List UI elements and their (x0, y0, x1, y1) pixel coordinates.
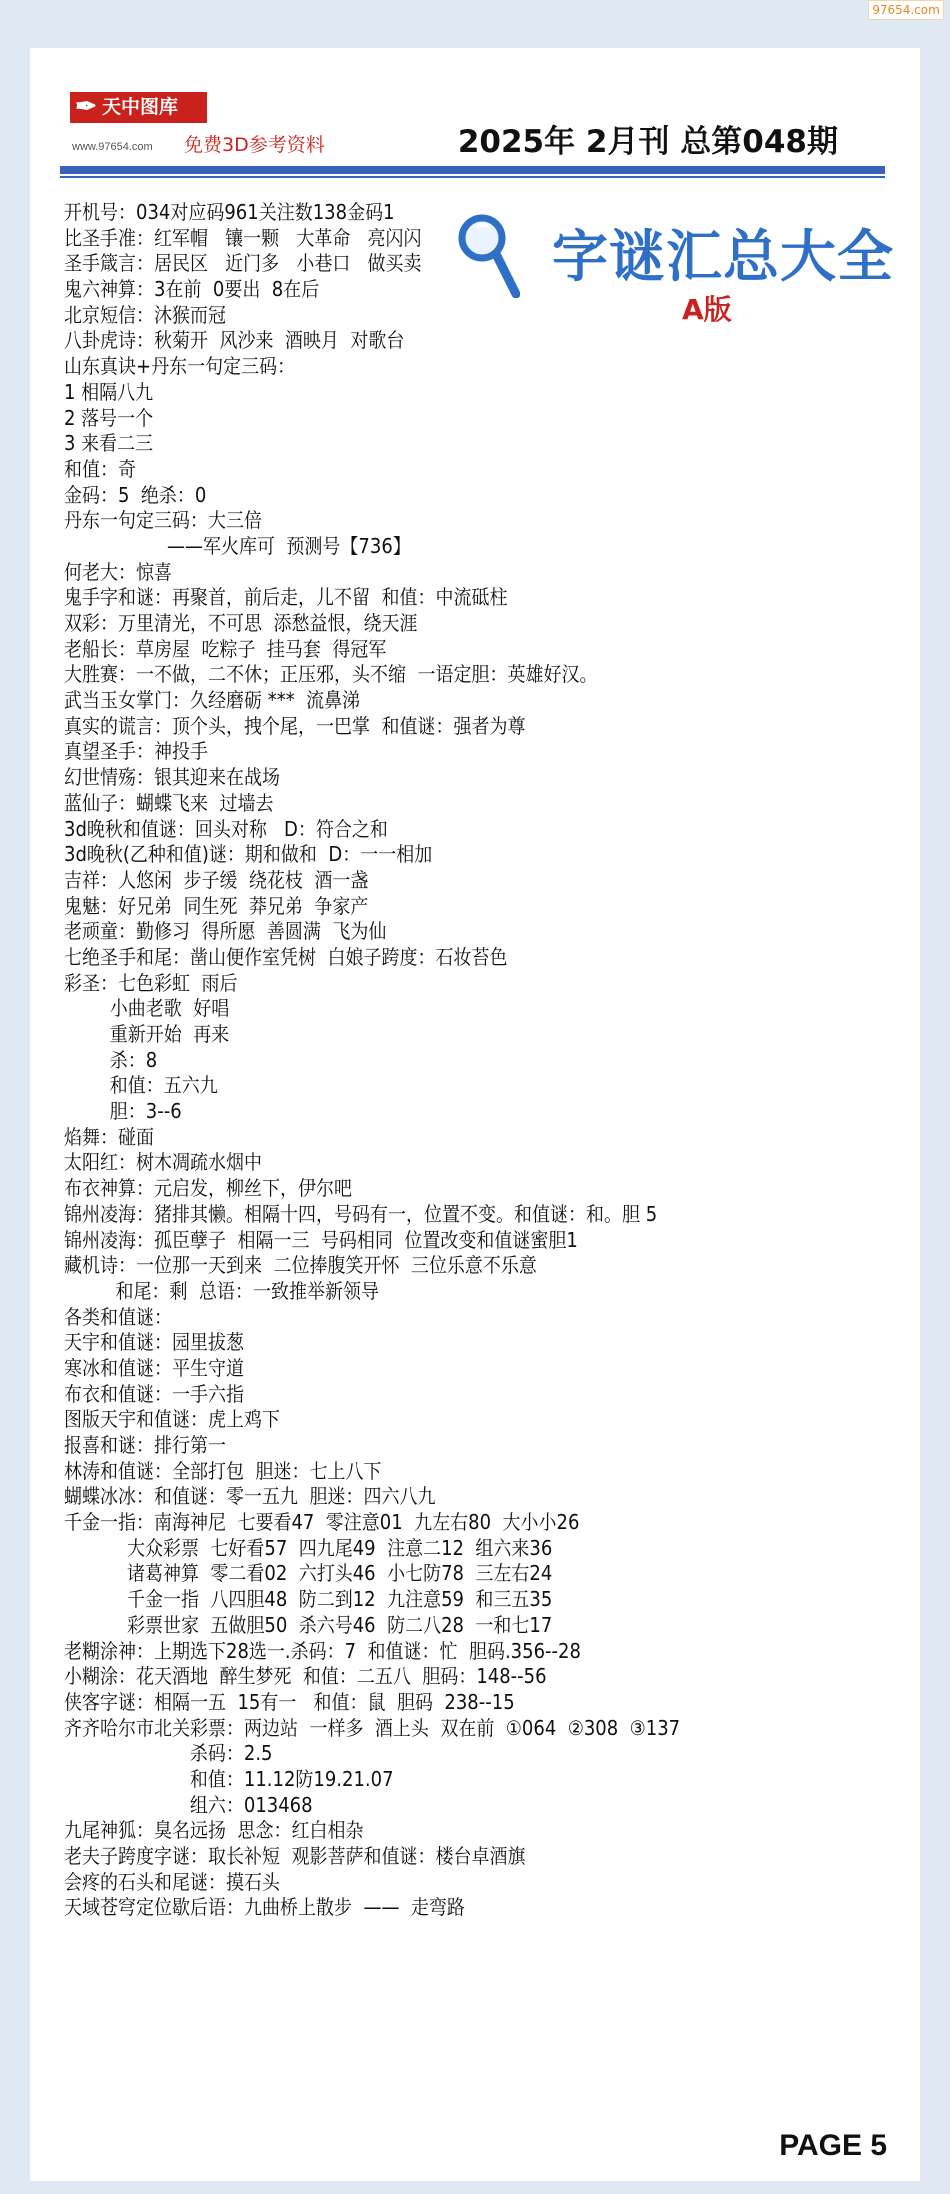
puzzle-line: 各类和值谜： (64, 1304, 172, 1329)
puzzle-line: 3 来看二三 (64, 431, 154, 456)
puzzle-line: 天域苍穹定位歇后语：九曲桥上散步 —— 走弯路 (64, 1895, 465, 1920)
puzzle-line: 北京短信：沐猴而冠 (64, 302, 226, 327)
puzzle-line: 老船长：草房屋 吃粽子 挂马套 得冠军 (64, 636, 387, 661)
puzzle-line: 焰舞：碰面 (64, 1124, 154, 1149)
puzzle-line: 八卦虎诗：秋菊开 风沙来 酒映月 对歌台 (64, 328, 405, 353)
puzzle-line: 真实的谎言：顶个头，拽个尾，一巴掌 和值谜：强者为尊 (64, 713, 526, 738)
puzzle-line: 林涛和值谜：全部打包 胆迷：七上八下 (64, 1458, 382, 1483)
puzzle-line: 彩票世家 五做胆50 杀六号46 防二八28 一和七17 (64, 1612, 553, 1637)
puzzle-line: 吉祥：人悠闲 步子缓 绕花枝 酒一盏 (64, 867, 369, 892)
puzzle-line: 藏机诗：一位那一天到来 二位捧腹笑开怀 三位乐意不乐意 (64, 1253, 537, 1278)
puzzle-line: 幻世情殇：银其迎来在战场 (64, 765, 280, 790)
puzzle-list (64, 200, 824, 1921)
puzzle-line: 开机号：034对应码961关注数138金码1 (64, 200, 395, 224)
puzzle-line: 金码：5 绝杀：0 (64, 482, 207, 507)
puzzle-line: 报喜和谜：排行第一 (64, 1433, 226, 1457)
puzzle-line: 小曲老歌 好唱 (64, 996, 230, 1021)
puzzle-line: 天宇和值谜：园里拔葱 (64, 1330, 244, 1355)
puzzle-line: 锦州凌海：孤臣孽子 相隔一三 号码相同 位置改变和值谜蜜胆1 (64, 1227, 578, 1252)
puzzle-line: 圣手箴言：居民区 近门多 小巷口 做买卖 (64, 251, 422, 276)
puzzle-line: ——军火库可 预测号【736】 (64, 533, 411, 558)
puzzle-line: 太阳红：树木凋疏水烟中 (64, 1150, 262, 1175)
puzzle-line: 鬼手字和谜：再聚首，前后走，儿不留 和值：中流砥柱 (64, 585, 508, 610)
page-sheet (30, 48, 920, 2181)
puzzle-line: 2 落号一个 (64, 405, 154, 430)
edition-label: A版 (682, 293, 732, 326)
puzzle-line: 七绝圣手和尾：凿山便作室凭树 白娘子跨度：石妆苔色 (64, 944, 508, 969)
puzzle-line: 大众彩票 七好看57 四九尾49 注意二12 组六来36 (64, 1535, 553, 1560)
puzzle-line: 会疼的石头和尾谜：摸石头 (64, 1869, 280, 1894)
puzzle-line: 诸葛神算 零二看02 六打头46 小七防78 三左右24 (64, 1561, 553, 1586)
page-number: PAGE 5 (779, 2129, 887, 2162)
puzzle-line: 老糊涂神：上期选下28选一.杀码：7 和值谜：忙 胆码.356--28 (64, 1638, 581, 1663)
puzzle-line: 和值：11.12防19.21.07 (64, 1766, 394, 1791)
puzzle-line: 武当玉女掌门：久经磨砺 *** 流鼻涕 (64, 688, 361, 713)
puzzle-line: 杀码：2.5 (64, 1741, 273, 1766)
puzzle-line: 3d晚秋(乙种和值)谜：期和做和 D：一一相加 (64, 842, 433, 867)
puzzle-line: 布衣和值谜：一手六指 (64, 1381, 244, 1406)
logo-url: www.97654.com (72, 141, 153, 153)
issue-number: 2025年 2月刊 总第048期 (457, 124, 838, 160)
puzzle-line: 蓝仙子：蝴蝶飞来 过墙去 (64, 790, 274, 815)
puzzle-line: 彩圣：七色彩虹 雨后 (64, 970, 238, 995)
puzzle-line: 布衣神算：元启发，柳丝下，伊尔吧 (64, 1176, 352, 1201)
puzzle-line: 千金一指：南海神尼 七要看47 零注意01 九左右80 大小小26 (64, 1510, 580, 1535)
puzzle-line: 小糊涂：花天酒地 醉生梦死 和值：二五八 胆码：148--56 (64, 1664, 547, 1689)
puzzle-line: 鬼魅：好兄弟 同生死 莽兄弟 争家产 (64, 893, 369, 918)
puzzle-line: 锦州凌海：猪排其懒。相隔十四，号码有一，位置不变。和值谜：和。胆 5 (64, 1201, 658, 1226)
tagline: 免费3D参考资料 (184, 134, 325, 156)
puzzle-line: 老夫子跨度字谜：取长补短 观影菩萨和值谜：楼台卓酒旗 (64, 1844, 526, 1868)
puzzle-line: 3d晚秋和值谜：回头对称 D：符合之和 (64, 816, 388, 841)
logo-name: 天中图库 (102, 96, 179, 118)
puzzle-line: 寒冰和值谜：平生守道 (64, 1355, 244, 1380)
puzzle-line: 老顽童：勤修习 得所愿 善圆满 飞为仙 (64, 919, 387, 944)
puzzle-line: 比圣手准：红军帽 镶一颗 大革命 亮闪闪 (64, 225, 422, 250)
puzzle-line: 大胜赛：一不做，二不休；正压邪，头不缩 一语定胆：英雄好汉。 (64, 662, 598, 687)
puzzle-line: 齐齐哈尔市北关彩票：两边站 一样多 酒上头 双在前 ①064 ②308 ③137 (64, 1715, 681, 1740)
puzzle-line: 真望圣手：神投手 (64, 739, 208, 764)
header-rule-thin (60, 176, 885, 178)
site-watermark: 97654.com (868, 0, 944, 20)
puzzle-line: 和值：奇 (64, 456, 136, 481)
puzzle-line: 何老大：惊喜 (64, 559, 172, 584)
puzzle-line: 1 相隔八九 (64, 379, 154, 404)
site-logo[interactable] (70, 92, 207, 123)
puzzle-line: 丹东一句定三码：大三倍 (64, 508, 262, 533)
puzzle-line: 鬼六神算：3在前 0要出 8在后 (64, 277, 320, 302)
puzzle-line: 侠客字谜：相隔一五 15有一 和值：鼠 胆码 238--15 (64, 1689, 515, 1714)
puzzle-line: 胆：3--6 (64, 1099, 182, 1124)
puzzle-line: 蝴蝶冰冰：和值谜：零一五九 胆迷：四六八九 (64, 1484, 436, 1509)
puzzle-line: 九尾神狐：臭名远扬 思念：红白相杂 (64, 1818, 364, 1843)
puzzle-line: 千金一指 八四胆48 防二到12 九注意59 和三五35 (64, 1587, 553, 1612)
page-title: 字谜汇总大全 (552, 225, 894, 290)
puzzle-line: 山东真诀+丹东一句定三码： (64, 354, 296, 379)
puzzle-line: 杀：8 (64, 1047, 158, 1072)
puzzle-line: 图版天宇和值谜：虎上鸡下 (64, 1407, 280, 1432)
puzzle-line: 和尾：剩 总语：一致推举新领导 (64, 1278, 379, 1303)
puzzle-line: 和值：五六九 (64, 1073, 218, 1098)
logo-brush-icon: ✒ (75, 92, 97, 122)
puzzle-line: 双彩：万里清光，不可思 添愁益恨，绕天涯 (64, 611, 418, 635)
header-rule (60, 166, 885, 174)
puzzle-line: 组六：013468 (64, 1792, 313, 1817)
puzzle-line: 重新开始 再来 (64, 1022, 230, 1046)
